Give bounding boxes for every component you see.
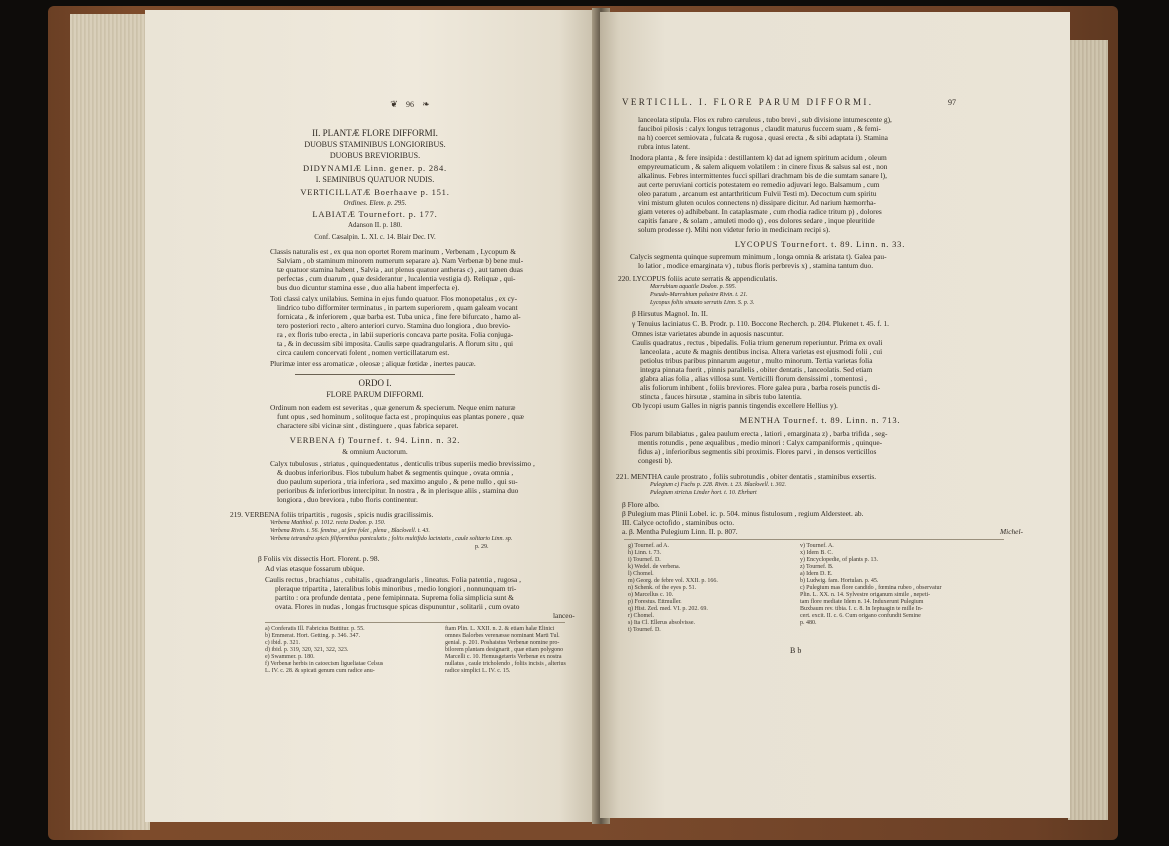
mentha-desc: mentis rotundis , pene æqualibus , medio minori : Calyx campaniformis , quinque-	[638, 438, 883, 447]
intro-line: ta , & in decussim sibi imposita. Caulis sæpe quadrangularis. A florum situ , qui	[277, 339, 514, 348]
caulis-text: ovata. Flores in nudas , longas fructusque spicas dispununtur , solitarii , cum ovato	[275, 602, 520, 611]
lycopus-desc: lo latior , modice emarginata v) , tubus floris perbrevis x) , stamina tantum duo.	[638, 261, 874, 270]
footnote: ftam Plin. L. XXII. n. 2. & etiam halæ Elinici	[445, 626, 555, 632]
body-line: na h) coercet semiovata , fulcata & rugosa , quasi erecta , & sibi adaptata i). Stamina	[638, 133, 888, 142]
verbena-title: VERBENA f) Tournef. t. 94. Linn. n. 32.	[289, 435, 461, 445]
footnote: b) Emmerat. Hort. Getting. p. 346. 347.	[265, 633, 360, 639]
lycopus-text: Ob lycopi usum Galles in nigris pannis tingendis excellere Hellius y).	[632, 401, 838, 410]
verbena-desc: Calyx tubulosus , striatus , quinquedentatus , denticulis tribus superiis medio brevissimo ,	[270, 459, 535, 468]
verbena-desc: longiora , duo breviora , tubo floris continentur.	[277, 495, 418, 504]
footnote: p) Forestus. Ettmuller.	[628, 599, 682, 605]
footnote: s) Ita Cl. Ellerus absolvisse.	[628, 620, 695, 626]
body-line: vini mistum gluten oculos connectens n) dissipare dicitur. Ad narium hæmorrha-	[638, 198, 876, 207]
footnote: o) Marcellus c. 10.	[628, 592, 674, 598]
footnote: Plin. L. XX. n. 14. Sylvestre origanum simile , nepeti-	[800, 592, 931, 598]
variety: β Flore albo.	[622, 500, 660, 509]
lycopus-text: alis foliorum inhibent , foliis breviores. Flore galea pura , barba roseis punctis di-	[640, 383, 881, 392]
footnote: q) Hist. Zed. med. VI. p. 202. 69.	[628, 606, 708, 612]
synonym: Lycopus foliis sinuato serratis Linn. S. p. 3.	[650, 300, 755, 306]
species-219: 219. VERBENA foliis tripartitis , rugosis , spicis nudis gracilissimis.	[230, 510, 434, 519]
intro-line: perfectas , cum duarum , quæ desiderantur , lucalentia vestigia d). Reliquæ , qui-	[277, 274, 516, 283]
footnote: t) Tournef. D.	[628, 627, 661, 633]
ordo-text: Ordinum non eadem est severitas , quæ generum & specierum. Neque enim naturæ	[270, 403, 516, 412]
footnote: L. IV. c. 28. & spicati genum cum radice anu-	[265, 668, 375, 674]
header-ornament	[365, 100, 455, 109]
footnote: nullatus , caule tricholendo , foliis incisis , alterius	[445, 661, 566, 667]
footnote: d) ibid. p. 319, 320, 321, 322, 323.	[265, 647, 349, 653]
class-line: DIDYNAMIÆ Linn. gener. p. 284.	[303, 163, 447, 173]
intro-line: ra , ex floris tubo erecta , in labii superioris concava parte posita. Folia conjuga-	[277, 330, 514, 339]
footnote: h) Linn. t. 73.	[628, 550, 661, 556]
variety: β Pulegium mas Plinii Lobel. ic. p. 504. minus fistulosum , regium Aldersteet. ab.	[622, 509, 864, 518]
footnote: c) ibid. p. 321.	[265, 640, 300, 646]
mentha-desc: Flos parum bilabiatus , galea paulum erecta , latiori , emarginata z) , barba trifida , seg-	[630, 429, 888, 438]
footnote: cert. excit. II. c. 6. Cum origano confundit Semine	[800, 613, 921, 619]
footnote: omnes Balorbes verenæsse nominant Marti Tul.	[445, 633, 560, 639]
verbena-desc: duo paulum superiora , tria inferiora , sed maximo angulo , & pene nullo , qui su-	[277, 477, 518, 486]
footnote: a) Idem D. E.	[800, 571, 833, 577]
footnote: tam flore mediate Idem n. 14. Induxerunt Pulegium	[800, 599, 924, 605]
synonym: Pulegium c) Fuchs p. 228. Rivin. t. 23. Blackwell. t. 302.	[650, 482, 786, 488]
heading-3: DUOBUS BREVIORIBUS.	[329, 151, 421, 160]
conf: Conf. Cæsalpin. L. XI. c. 14. Blair Dec. IV.	[314, 233, 436, 241]
body-line: empyreumaticum , & salem aliquem volatilem : in cinere fixus & salsus sal est , non	[638, 162, 888, 171]
lycopus-title: LYCOPUS Tournefort. t. 89. Linn. n. 33.	[734, 239, 906, 249]
page-number: 97	[948, 98, 956, 107]
mentha-desc: fidus a) , inferioribus segmentis sibi proximis. Flores parvi , in densos verticillos	[638, 447, 877, 456]
verbena-desc: & duobus inferioribus. Flos tubulum habet & segmentis quinque , ovata omnia ,	[277, 468, 514, 477]
caulis-text: Caulis rectus , brachiatus , cubitalis , quadrangularis , lineatus. Folia patentia , rugosa ,	[265, 575, 521, 584]
lycopus-text: integra pinnata fuerit , pinnis parallelis , obiter dentatis , lanceolatis. Sed etiam	[640, 365, 873, 374]
footnote-rule	[265, 622, 565, 623]
heading-1: II. PLANTÆ FLORE DIFFORMI.	[312, 128, 438, 138]
divider	[295, 374, 455, 375]
intro-line: Plurimæ inter ess aromaticæ , oleosæ ; aliquæ fœtidæ , inertes paucæ.	[270, 359, 476, 368]
body-line: alkalinus. Febres intermittentes fucci spillari drachmam bis de die sumtam sanare l),	[638, 171, 887, 180]
heading-2: DUOBUS STAMINIBUS LONGIORIBUS.	[304, 140, 446, 149]
verbena-desc: perioribus & inferioribus intercipitur. In nostra , & in plerisque aliis , stamina duo	[277, 486, 519, 495]
ordo-text: funt opus , sed hominum , solitoque facta est , propinquius eas plantas ponere , quæ	[277, 412, 524, 421]
footnote: i) Tournef. D.	[628, 557, 661, 563]
lycopus-text: Omnes istæ varietates abunde in aquosis nascuntur.	[632, 329, 784, 338]
synonym: Verbena Matthiol. p. 1012. recta Dodon. p. 150.	[270, 520, 386, 526]
body-line: aut certe peruviani corticis potestatem eo remedio adjuvari lego. Balsamum , cum	[638, 180, 880, 189]
footnote: z) Tournef. B.	[800, 564, 834, 570]
intro-line: lindrico tubo difformiter terminatus , in partem superiorem , quam galeam vocant	[277, 303, 518, 312]
ordo-text: charactere sibi vicinæ sint , distinguere , quas fabrica separet.	[277, 421, 459, 430]
lycopus-text: lanceolata , acute & magnis dentibus incisa. Altera varietas est ejusmodi folii , cui	[640, 347, 883, 356]
caulis-text: partito : ora profunde dentata , pene femipinnata. Suprema folia simplicia sunt &	[275, 593, 514, 602]
body-line: oleo paratum , arcanum est antarthriticum Fulvii Testi m). Decoctum cum spiritu	[638, 189, 877, 198]
intro-line: fornicata , & inferiorem , quæ barba est. Tuba unica , fine fere bifurcato , hamo al-	[277, 312, 521, 321]
body-line: fauciboi pilosis : calyx longus tetragonus , claudit maturus fuccem suam , & femi-	[638, 124, 881, 133]
intro-line: Toti classi calyx unilabius. Semina in ejus fundo quatuor. Flos monopetalus , ex cy-	[270, 294, 518, 303]
mentha-title: MENTHA Tournef. t. 89. Linn. n. 713.	[739, 415, 901, 425]
ordo-subtitle: FLORE PARUM DIFFORMI.	[326, 390, 424, 399]
labiatae: LABIATÆ Tournefort. p. 177.	[312, 209, 438, 219]
body-line: giam veteres o) adhibebant. In cataplasmate , cum rhodia radice tritum p) , dolores	[638, 207, 882, 216]
synonym: Marrubium aquatile Dodon. p. 595.	[650, 284, 737, 290]
left-page	[145, 10, 595, 822]
footnote: x) Idem B. C.	[800, 550, 833, 556]
synonym: p. 29.	[475, 544, 489, 550]
footnote: k) Wedel. de verbena.	[628, 564, 681, 570]
body-line: capitis fanare , & solam , amuleti modo q) , eos dolores sedare , inque pleuritide	[638, 216, 875, 225]
caulis-text: pleraque tripartita , lateralibus lobis minoribus , medio longiori , nonnunquam tri-	[275, 584, 517, 593]
intro-line: tero posteriori recto , altero anteriori curvo. Stamina duo longiora , duo brevio-	[277, 321, 511, 330]
ordo-title: ORDO I.	[358, 378, 392, 388]
page-number: 96	[406, 100, 414, 109]
variety-beta: β Foliis vix dissectis Hort. Florent. p. 98.	[258, 554, 380, 563]
footnote: Buxbaum rev. tibia. I. c. 8. In Ieptuagin te mille In-	[800, 606, 923, 612]
footnote-rule	[624, 539, 1004, 540]
variety-beta: β Hirsutus Magnol. In. II.	[632, 309, 708, 318]
synonym: Verbena Rivin. t. 56. femina , ut fere folet , plena , Blackwell. t. 43.	[270, 528, 430, 534]
flourish-left-icon: ❦	[390, 99, 398, 109]
footnote: r) Chomel.	[628, 613, 654, 619]
catchword: Michel-	[1000, 527, 1023, 536]
footnote: Marcelli c. 10. Hemusgetæris Verbenæ ex nostra	[445, 654, 562, 660]
footnote: c) Pulegium mas flore candido , fœmina rubeo , observatur	[800, 585, 942, 591]
footnote: l) Chomel.	[628, 571, 654, 577]
body-line: solum prodesse r). Mihi non videtur ferio in medicinam recipi s).	[638, 225, 831, 234]
footnote: b) Ludwig. fam. Hortulan. p. 45.	[800, 578, 879, 584]
footnote: radice simplici L. IV. c. 15.	[445, 668, 511, 674]
synonym: Pseudo-Marrubium palustre Rivin. t. 21.	[650, 292, 748, 298]
subclass: I. SEMINIBUS QUATUOR NUDIS.	[315, 175, 435, 184]
footnote: p. 480.	[800, 620, 817, 626]
footnote: v) Tournef. A.	[800, 543, 834, 549]
signature-mark: B b	[790, 646, 802, 655]
right-page	[600, 12, 1070, 818]
footnote: e) Swammer. p. 180.	[265, 654, 315, 660]
intro-line: bus duo dicuntur stamina esse , duo alia habent imperfecta e).	[277, 283, 460, 292]
species-221: 221. MENTHA caule prostrato , foliis subrotundis , obiter dentatis , staminibus exsertis.	[616, 472, 877, 481]
lycopus-text: stincta , fauces hirsutæ , stamina in sibris tubo latentia.	[640, 392, 802, 401]
habitat: Ad vias etasque fossarum ubique.	[265, 564, 365, 573]
lycopus-text: Caulis quadratus , rectus , bipedalis. Folia trium generum reperiuntur. Prima ex ovali	[632, 338, 883, 347]
verticillatae: VERTICILLATÆ Boerhaave p. 151.	[300, 187, 450, 197]
footnote: g) Tournef. ad A.	[628, 543, 669, 549]
footnote: f) Verbenæ herbis in catoecism ligueliatae Celsus	[265, 661, 384, 667]
lycopus-text: petiolus tribus paribus pinnarum augetur , multo minorum. Tertia varietas folia	[640, 356, 873, 365]
body-line: Inodora planta , & fere insipida : destillantem k) dat ad ignem spiritum acidum , oleum	[630, 153, 887, 162]
ordines: Ordines. Elem. p. 295.	[343, 199, 407, 207]
lycopus-desc: Calycis segmenta quinque supremum minimum , longa omnia & aristata t). Galea pau-	[630, 252, 887, 261]
intro-line: tæ quatuor stamina habent , Salvia , aut plenus quatuor antheras c) , aut tamen duas	[277, 265, 523, 274]
catchword: lanceo-	[553, 611, 575, 620]
running-head: VERTICILL. I. FLORE PARUM DIFFORMI.	[622, 97, 874, 107]
lycopus-text: glabra alias folia , alias villosa sunt. Verticilli florum densissimi , tomentosi ,	[640, 374, 867, 383]
mentha-desc: congesti b).	[638, 456, 673, 465]
page-edges-right	[1068, 40, 1108, 820]
variety-gamma: γ Tenuius laciniatus C. B. Prodr. p. 110. Boccone Recherch. p. 204. Plukenet t. 45. f. 1.	[632, 319, 889, 328]
footnote: m) Georg. de febre vol. XXII. p. 166.	[628, 578, 718, 584]
intro-line: Salviam , ob staminum minorem numerum separare a). Nam Verbenæ b) bene mul-	[277, 256, 524, 265]
species-220: 220. LYCOPUS foliis acute serratis & appendiculatis.	[618, 274, 778, 283]
intro-line: Classis naturalis est , ex qua non oportet Rorem marinum , Verbenam , Lycopum &	[270, 247, 516, 256]
footnote: n) Schenk. of the eyes p. 51.	[628, 585, 697, 591]
verbena-subtitle: & omnium Auctorum.	[342, 447, 408, 456]
synonym: Verbena tetrandra spicis filiformibus paniculatis ; foliis multifido laciniatis , caule solitario Linn. sp.	[270, 536, 513, 542]
footnote: bilorem plantam designarit , quæ etiam polygono	[445, 647, 564, 653]
intro-line: circa caulem concervati folent , nomen verticillatarum est.	[277, 348, 450, 357]
footnote: y) Encyclopedie, of plants p. 13.	[800, 557, 878, 563]
synonym: Pulegium strictus Linder hort. t. 10. Ehrhart	[650, 490, 757, 496]
body-line: lanceolata stipula. Flos ex rubro cæruleus , tubo brevi , sub divisione intumescente g),	[638, 115, 892, 124]
variety: a. β. Mentha Pulegium Linn. II. p. 807.	[622, 527, 738, 536]
page-edges-left	[70, 14, 150, 830]
flourish-right-icon: ❧	[422, 99, 430, 109]
variety: III. Calyce octofido , staminibus octo.	[622, 518, 735, 527]
footnote: genial. p. 201. Poshaistus Verbenæ nomine pro-	[445, 640, 560, 646]
footnote: a) Conferatis Ill. Fabricius Buttitur. p. 55.	[265, 626, 365, 632]
adanson: Adanson II. p. 180.	[347, 221, 403, 229]
body-line: rubra intus latent.	[638, 142, 690, 151]
